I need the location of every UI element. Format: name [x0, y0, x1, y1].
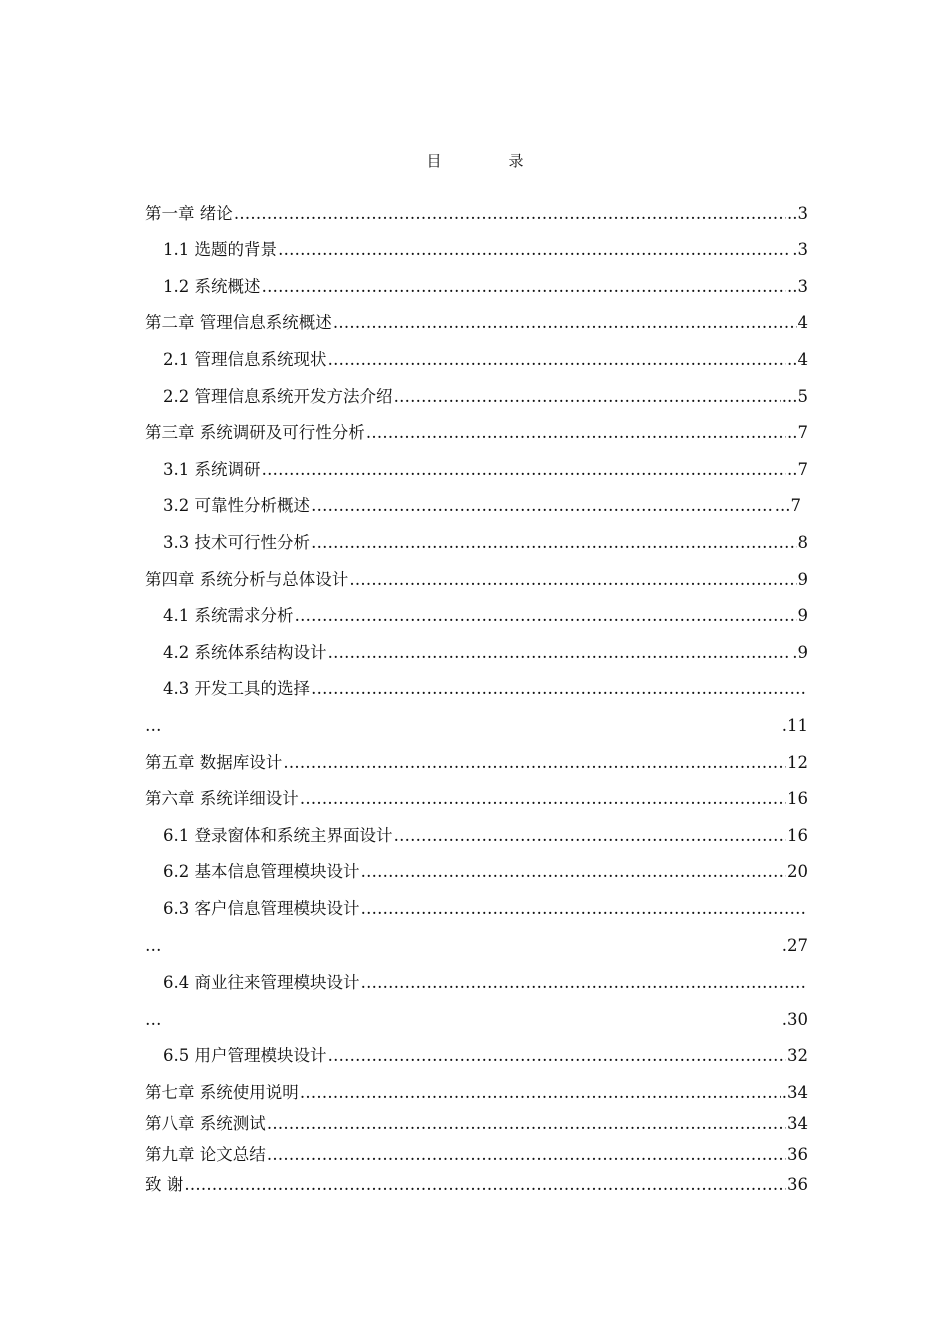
toc-leader-dots [311, 495, 774, 517]
toc-leader-dots [262, 459, 787, 481]
toc-leader-dots [184, 1174, 786, 1196]
toc-leader-dots [311, 532, 797, 554]
toc-entry-page: 9 [797, 570, 808, 589]
toc-entry-label: 3.2 可靠性分析概述 [163, 496, 310, 515]
toc-leader-dots [234, 203, 786, 225]
toc-entry[interactable] [163, 823, 808, 847]
toc-entry[interactable] [145, 567, 808, 591]
toc-leader-dots [361, 898, 808, 920]
toc-entry-page: 36 [787, 1145, 808, 1164]
toc-entry-page: 8 [797, 533, 808, 552]
toc-leader-dots [283, 752, 786, 774]
toc-leader-dots [361, 861, 787, 883]
toc-entry[interactable] [145, 310, 808, 334]
toc-entry[interactable] [163, 347, 808, 371]
toc-leader-dots [366, 422, 786, 444]
toc-entry-label: 第八章 系统测试 [145, 1114, 266, 1133]
toc-entry-page: 20 [787, 862, 808, 881]
toc-entry[interactable] [163, 970, 808, 994]
toc-entry-label: 6.1 登录窗体和系统主界面设计 [163, 826, 393, 845]
toc-continuation-dots: … [145, 1010, 162, 1029]
toc-leader-dots [311, 678, 807, 700]
toc-continuation-dots: … [145, 936, 162, 955]
toc-entry[interactable] [163, 640, 808, 664]
toc-entry-continuation [145, 933, 808, 957]
toc-entry[interactable] [145, 420, 808, 444]
toc-leader-dots [349, 569, 796, 591]
toc-entry[interactable] [163, 457, 808, 481]
toc-entry-label: 3.1 系统调研 [163, 460, 261, 479]
toc-entry[interactable] [145, 201, 808, 225]
toc-title: 目 录 [426, 152, 550, 170]
toc-entry-continuation [145, 1007, 808, 1031]
toc-entry-label: 第四章 系统分析与总体设计 [145, 570, 349, 589]
toc-entry-page: ..3 [787, 277, 808, 296]
toc-entry[interactable] [163, 676, 808, 700]
toc-entry-page: ...5 [781, 387, 808, 406]
toc-entry[interactable] [163, 237, 808, 261]
toc-entry[interactable] [145, 1172, 808, 1196]
toc-entry-page: .3 [792, 240, 808, 259]
toc-entry[interactable] [163, 859, 808, 883]
toc-continuation-dots: … [145, 716, 162, 735]
toc-entry-label: 第一章 绪论 [145, 204, 233, 223]
toc-entry[interactable] [163, 274, 808, 298]
toc-entry-label: 2.1 管理信息系统现状 [163, 350, 327, 369]
toc-entry-page: .34 [781, 1083, 808, 1102]
toc-leader-dots [361, 972, 808, 994]
toc-entry[interactable] [145, 1111, 808, 1135]
toc-entry[interactable] [163, 384, 808, 408]
toc-entry-label: 1.1 选题的背景 [163, 240, 277, 259]
toc-entry-page: 36 [787, 1175, 808, 1194]
toc-leader-dots [278, 239, 791, 261]
toc-leader-dots [394, 386, 781, 408]
toc-leader-dots [328, 642, 792, 664]
toc-leader-dots [262, 276, 787, 298]
toc-leader-dots [328, 349, 787, 371]
toc-entry-label: 第五章 数据库设计 [145, 753, 283, 772]
toc-entry-label: 4.1 系统需求分析 [163, 606, 294, 625]
toc-entry-page: ..7 [787, 423, 808, 442]
toc-leader-dots [328, 1045, 787, 1067]
toc-entry[interactable] [145, 750, 808, 774]
toc-entry-page: 32 [787, 1046, 808, 1065]
toc-entry-label: 4.2 系统体系结构设计 [163, 643, 327, 662]
toc-entry[interactable] [145, 786, 808, 810]
toc-entry-page: 16 [787, 826, 808, 845]
toc-entry-page: .27 [781, 936, 808, 955]
toc-entry-label: 3.3 技术可行性分析 [163, 533, 310, 552]
toc-entry-label: 4.3 开发工具的选择 [163, 679, 310, 698]
toc-leader-dots [300, 788, 786, 810]
toc-entry-label: 6.5 用户管理模块设计 [163, 1046, 327, 1065]
toc-entry[interactable] [163, 896, 808, 920]
toc-entry-label: 第七章 系统使用说明 [145, 1083, 299, 1102]
toc-entry-page: .30 [781, 1010, 808, 1029]
toc-leader-dots [333, 312, 797, 334]
toc-entry-page: 34 [787, 1114, 808, 1133]
toc-entry-page: 4 [797, 313, 808, 332]
toc-entry-continuation [145, 713, 808, 737]
toc-entry-label: 2.2 管理信息系统开发方法介绍 [163, 387, 393, 406]
toc-entry-label: 1.2 系统概述 [163, 277, 261, 296]
toc-leader-dots [267, 1144, 786, 1166]
toc-entry-label: 第三章 系统调研及可行性分析 [145, 423, 365, 442]
toc-entry-page: ..3 [787, 204, 808, 223]
toc-entry-page: 12 [787, 753, 808, 772]
toc-entry-label: 第六章 系统详细设计 [145, 789, 299, 808]
toc-entry[interactable] [145, 1080, 808, 1104]
toc-leader-dots [394, 825, 787, 847]
toc-entry-label: 致 谢 [145, 1175, 184, 1194]
toc-leader-dots [267, 1113, 786, 1135]
toc-entry-page: 9 [797, 606, 808, 625]
toc-entry-page: ...7 [774, 496, 801, 515]
toc-entry[interactable] [145, 1142, 808, 1166]
toc-leader-dots [300, 1082, 781, 1104]
toc-entry-label: 6.2 基本信息管理模块设计 [163, 862, 360, 881]
toc-entry-label: 第九章 论文总结 [145, 1145, 266, 1164]
toc-entry-label: 第二章 管理信息系统概述 [145, 313, 332, 332]
toc-leader-dots [295, 605, 797, 627]
toc-entry-label: 6.4 商业往来管理模块设计 [163, 973, 360, 992]
toc-entry-page: ..7 [787, 460, 808, 479]
toc-entry-page: .9 [792, 643, 808, 662]
toc-entry[interactable] [163, 603, 808, 627]
toc-entry-label: 6.3 客户信息管理模块设计 [163, 899, 360, 918]
toc-entry-page: 16 [787, 789, 808, 808]
toc-entry[interactable] [163, 1043, 808, 1067]
toc-entry-page: ..4 [787, 350, 808, 369]
toc-entry[interactable] [163, 493, 801, 517]
toc-entry-page: .11 [781, 716, 808, 735]
toc-entry[interactable] [163, 530, 808, 554]
